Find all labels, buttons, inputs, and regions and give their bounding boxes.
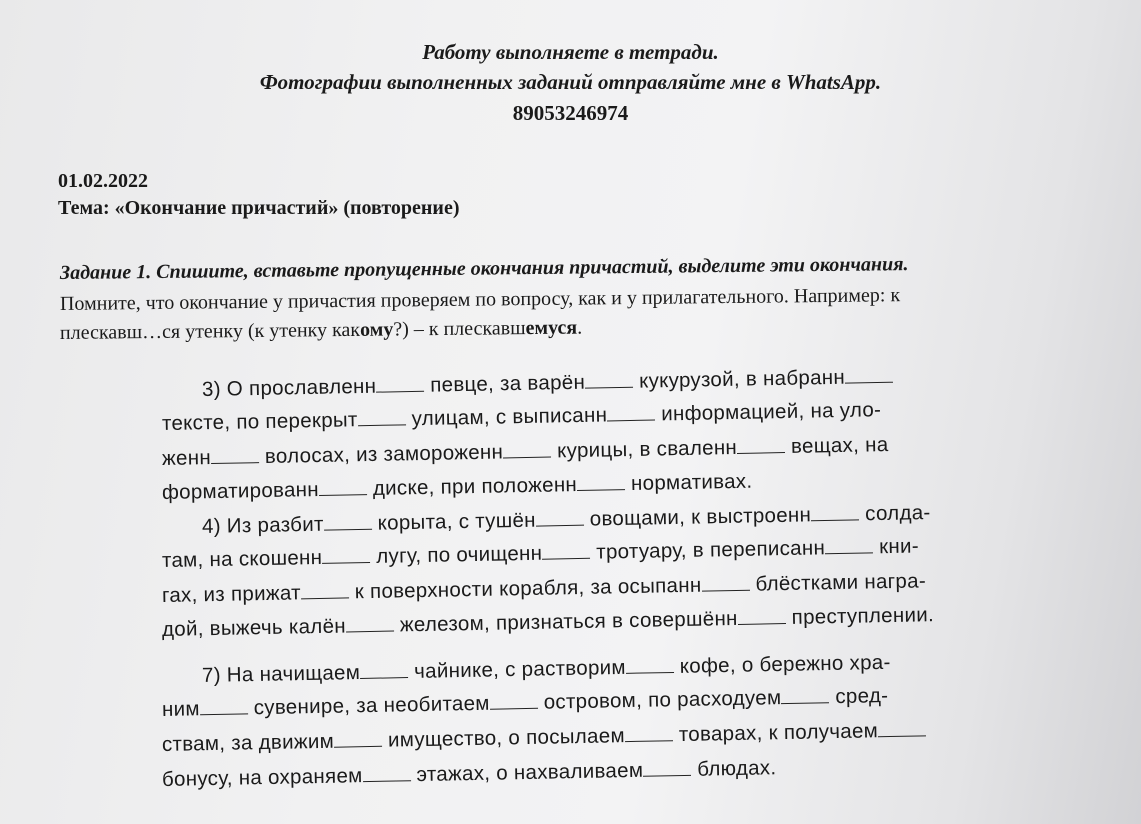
ex3-line-3: женн волосах, из замороженн курицы, в сваленн вещах, на xyxy=(161,433,889,470)
ex7-line-2: ним сувенире, за необитаем островом, по расходуем сред- xyxy=(161,684,889,721)
answer-blank[interactable] xyxy=(626,656,674,674)
ex7-line-4: бонусу, на охраняем этажах, о нахваливаем блюдах. xyxy=(161,756,777,791)
ex4-line-4: дой, выжечь калён железом, признаться в совершённ преступлении. xyxy=(161,603,935,641)
answer-blank[interactable] xyxy=(211,446,259,464)
answer-blank[interactable] xyxy=(585,371,633,389)
answer-blank[interactable] xyxy=(346,615,394,633)
answer-blank[interactable] xyxy=(607,404,655,422)
answer-blank[interactable] xyxy=(643,759,691,777)
answer-blank[interactable] xyxy=(737,607,785,625)
answer-blank[interactable] xyxy=(825,536,873,554)
ex4-line-1: 4) Из разбит корыта, с тушён овощами, к выстроенн солда- xyxy=(201,501,931,538)
ex3-line-4: форматированн диске, при положенн нормативах. xyxy=(161,469,753,504)
answer-blank[interactable] xyxy=(301,581,349,599)
ex4-line-2: там, на скошенн лугу, по очищенн тротуару, в переписанн кни- xyxy=(161,534,920,572)
ex3-line-2: тексте, по перекрыт улицам, с выписанн информацией, на уло- xyxy=(161,398,882,435)
ex7-line-3: ствам, за движим имущество, о посылаем товарах, к получаем xyxy=(162,718,927,757)
date: 01.02.2022 xyxy=(58,170,148,192)
answer-blank[interactable] xyxy=(737,436,785,454)
answer-blank[interactable] xyxy=(503,441,551,459)
answer-blank[interactable] xyxy=(376,375,424,393)
answer-blank[interactable] xyxy=(811,503,859,521)
answer-blank[interactable] xyxy=(577,473,625,491)
task-title: Задание 1. Спишите, вставьте пропущенные окончания причастий, выделите эти окончания. xyxy=(59,253,909,284)
answer-blank[interactable] xyxy=(334,730,382,748)
answer-blank[interactable] xyxy=(781,686,829,704)
answer-blank[interactable] xyxy=(362,764,410,782)
answer-blank[interactable] xyxy=(200,697,248,715)
topic-title: Тема: «Окончание причастий» (повторение) xyxy=(58,197,460,219)
answer-blank[interactable] xyxy=(878,719,926,737)
answer-blank[interactable] xyxy=(360,661,408,679)
ex7-line-1: 7) На начищаем чайнике, с растворим кофе, о бережно хра- xyxy=(201,650,891,687)
rule-line-1: Помните, что окончание у причастия проверяем по вопросу, как и у прилагательного. Например: к xyxy=(59,284,901,315)
answer-blank[interactable] xyxy=(701,574,749,592)
ex3-line-1: 3) О прославленн певце, за варён кукурузой, в набранн xyxy=(202,365,894,402)
answer-blank[interactable] xyxy=(322,546,370,564)
answer-blank[interactable] xyxy=(490,692,538,710)
header-phone: 89053246974 xyxy=(512,101,629,125)
answer-blank[interactable] xyxy=(845,366,893,384)
ex4-line-3: гах, из прижат к поверхности корабля, за осыпанн блёстками награ- xyxy=(161,569,927,607)
answer-blank[interactable] xyxy=(357,408,405,426)
answer-blank[interactable] xyxy=(542,542,590,560)
answer-blank[interactable] xyxy=(319,478,367,496)
answer-blank[interactable] xyxy=(323,513,371,531)
header-line-2: Фотографии выполненных заданий отправляйте мне в WhatsApp. xyxy=(259,70,882,94)
answer-blank[interactable] xyxy=(625,724,673,742)
answer-blank[interactable] xyxy=(536,509,584,527)
header-line-1: Работу выполняете в тетради. xyxy=(422,40,719,64)
rule-line-2: плескавш…ся утенку (к утенку какому?) – к плескавшемуся. xyxy=(59,316,583,344)
